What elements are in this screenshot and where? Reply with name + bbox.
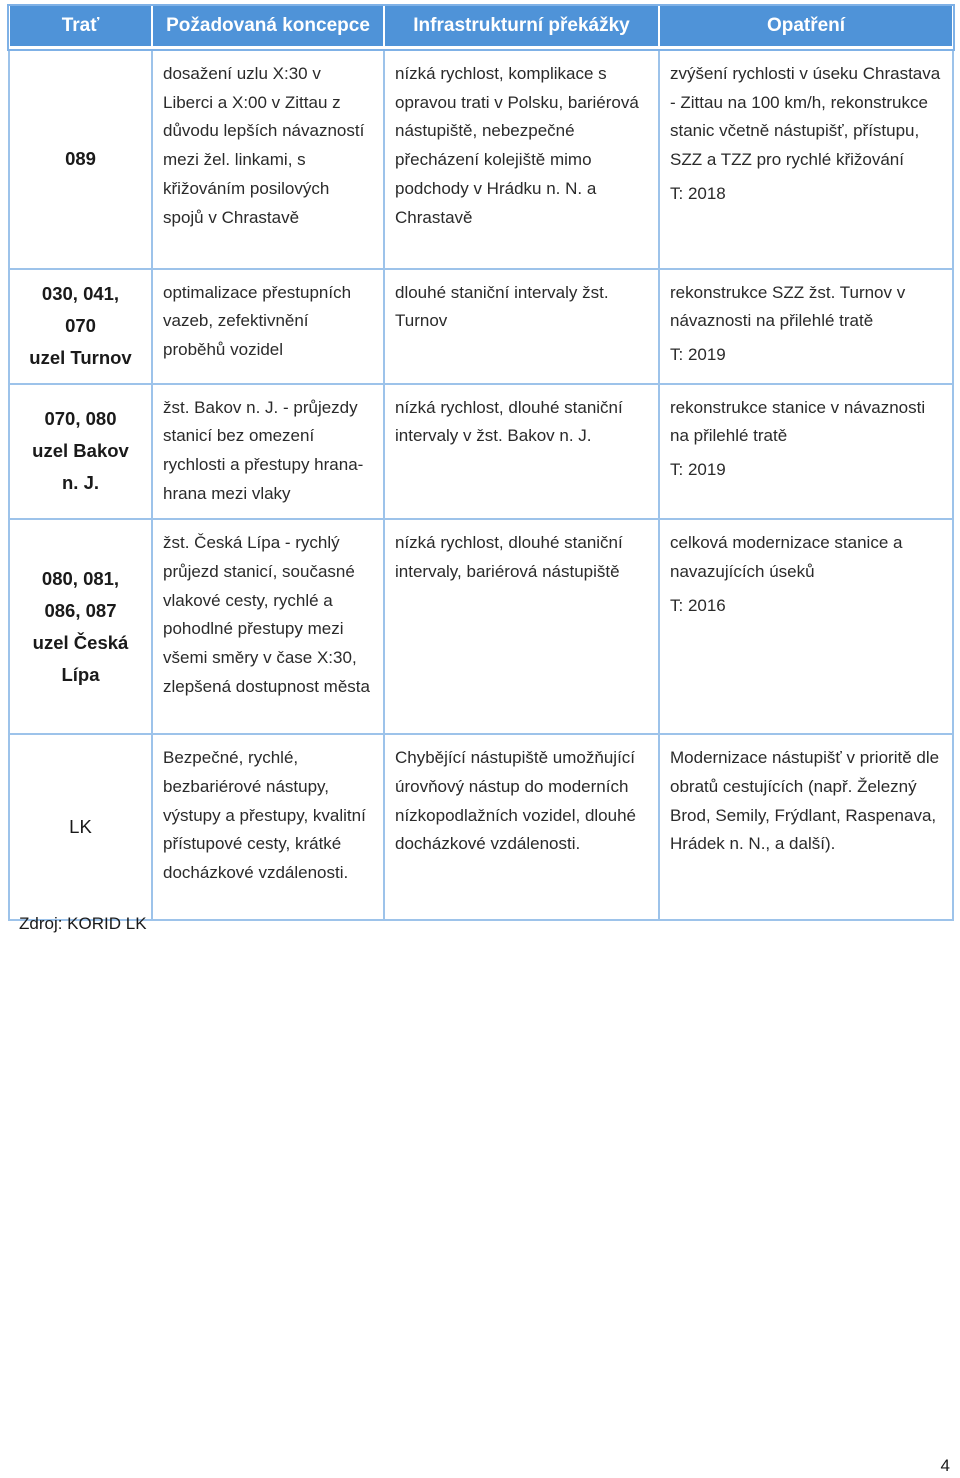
table-row xyxy=(9,734,953,920)
concept-cell: dosažení uzlu X:30 v Liberci a X:00 v Zittau z důvodu lepších návazností mezi žel. linkami, s křižováním posilových spojů v Chrastavě xyxy=(152,49,384,269)
measures-cell xyxy=(659,384,953,520)
obstacles-cell: nízká rychlost, dlouhé staniční intervaly v žst. Bakov n. J. xyxy=(384,384,659,520)
route-label: uzel Bakov xyxy=(32,440,129,462)
route-label: 030, 041, xyxy=(41,283,120,304)
header-row xyxy=(9,6,953,49)
header-route: Trať xyxy=(9,6,152,49)
obstacles-cell: nízká rychlost, dlouhé staniční intervaly, bariérová nástupiště xyxy=(384,519,659,734)
measures-text: celková modernizace stanice a navazujících úseků xyxy=(670,533,903,582)
measures-cell xyxy=(659,49,953,269)
table-row xyxy=(9,49,953,269)
header-measures: Opatření xyxy=(659,6,953,49)
term-label: T: 2019 xyxy=(670,344,726,364)
route-label: 089 xyxy=(65,148,96,170)
header-concept: Požadovaná koncepce xyxy=(152,6,384,49)
route-label: uzel Turnov xyxy=(29,347,132,368)
header-obstacles: Infrastrukturní překážky xyxy=(384,6,659,49)
term-label: T: 2018 xyxy=(670,183,726,203)
obstacles-cell: dlouhé staniční intervaly žst. Turnov xyxy=(384,269,659,384)
measures-cell xyxy=(659,519,953,734)
concept-cell: žst. Česká Lípa - rychlý průjezd stanicí, současné vlakové cesty, rychlé a pohodlné přestupy mezi všemi směry v čase X:30, zlepšená dostupnost města xyxy=(152,519,384,734)
obstacles-cell: nízká rychlost, komplikace s opravou trati v Polsku, bariérová nástupiště, nebezpečné přecházení kolejiště mimo podchody v Hrádku n. N. a Chrastavě xyxy=(384,49,659,269)
measures-text: rekonstrukce stanice v návaznosti na přilehlé tratě xyxy=(670,397,926,446)
table-row xyxy=(9,384,953,520)
page-number: 4 xyxy=(940,1456,950,1475)
table-header xyxy=(9,6,953,49)
route-cell xyxy=(9,734,152,920)
route-label: n. J. xyxy=(61,472,99,494)
measures-cell xyxy=(659,269,953,384)
route-cell xyxy=(9,519,152,734)
table-body xyxy=(9,49,953,921)
concept-cell: optimalizace přestupních vazeb, zefektivnění proběhů vozidel xyxy=(152,269,384,384)
table-row xyxy=(9,519,953,734)
route-label: Lípa xyxy=(61,663,100,685)
term-label: T: 2016 xyxy=(670,595,726,615)
route-label: uzel Česká xyxy=(32,631,129,653)
measures-text: rekonstrukce SZZ žst. Turnov v návaznosti na přilehlé tratě xyxy=(670,282,906,331)
obstacles-cell: Chybějící nástupiště umožňující úrovňový nástup do moderních nízkopodlažních vozidel, dlouhé docházkové vzdálenosti. xyxy=(384,734,659,920)
measures-table xyxy=(8,6,954,921)
route-label: 070 xyxy=(65,315,96,336)
source-note: Zdroj: KORID LK xyxy=(19,914,147,933)
concept-cell: žst. Bakov n. J. - průjezdy stanicí bez omezení rychlosti a přestupy hrana-hrana mezi vlaky xyxy=(152,384,384,520)
measures-table-container xyxy=(8,6,952,921)
concept-cell: Bezpečné, rychlé, bezbariérové nástupy, výstupy a přestupy, kvalitní přístupové cesty, krátké docházkové vzdálenosti. xyxy=(152,734,384,920)
route-cell xyxy=(9,384,152,520)
route-label: 080, 081, xyxy=(41,567,120,589)
route-label: 070, 080 xyxy=(44,408,117,430)
route-cell xyxy=(9,269,152,384)
table-row xyxy=(9,269,953,384)
route-cell xyxy=(9,49,152,269)
route-label: 086, 087 xyxy=(44,599,117,621)
measures-cell: Modernizace nástupišť v prioritě dle obratů cestujících (např. Železný Brod, Semily, Frýdlant, Raspenava, Hrádek n. N., a další). xyxy=(659,734,953,920)
measures-text: zvýšení rychlosti v úseku Chrastava - Zittau na 100 km/h, rekonstrukce stanic včetně nástupišť, přístupu, SZZ a TZZ pro rychlé křižování xyxy=(670,64,941,170)
route-label: LK xyxy=(69,816,92,838)
term-label: T: 2019 xyxy=(670,459,726,479)
